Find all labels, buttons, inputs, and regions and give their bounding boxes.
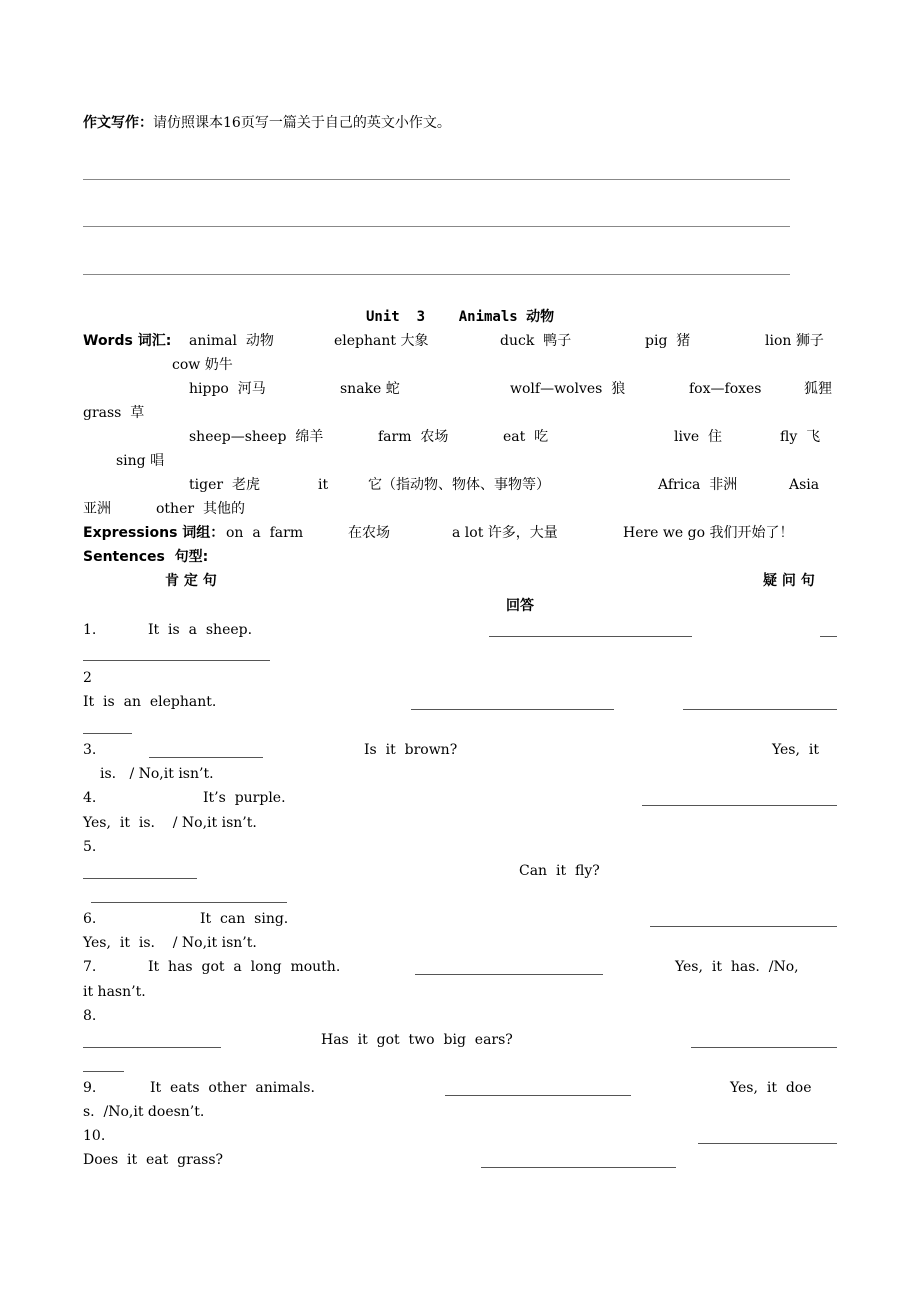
composition-text: 请仿照课本16页写一篇关于自己的英文小作文。 <box>153 115 451 131</box>
answer-text: is. / No,it isn’t. <box>100 766 214 782</box>
affirmative-sentence: It’s purple. <box>203 790 286 806</box>
unit-title: Unit 3 Animals 动物 <box>366 309 555 325</box>
answer-text: Yes, it doe <box>730 1080 812 1096</box>
affirmative-sentence: It eats other animals. <box>150 1080 315 1096</box>
writing-line[interactable] <box>83 179 790 180</box>
word: animal 动物 <box>189 333 274 349</box>
affirmative-blank[interactable] <box>698 1143 837 1144</box>
affirmative-sentence: It is a sheep. <box>148 622 253 638</box>
expression: a lot 许多，大量 <box>452 525 558 541</box>
writing-line[interactable] <box>83 274 790 275</box>
item-number: 9. <box>83 1080 97 1096</box>
word: pig 猪 <box>645 333 691 349</box>
expressions-label: Expressions 词组： <box>83 525 225 541</box>
item-number: 2 <box>83 670 92 686</box>
word: lion 狮子 <box>765 333 824 349</box>
word: sing 唱 <box>116 453 165 469</box>
item-number: 5. <box>83 839 97 855</box>
expression: on a farm <box>226 525 304 541</box>
word: Africa 非洲 <box>658 477 738 493</box>
item-number: 10. <box>83 1128 106 1144</box>
expression: 在农场 <box>348 525 390 541</box>
word: other 其他的 <box>156 501 245 517</box>
word: elephant 大象 <box>334 333 429 349</box>
word: Asia <box>789 477 820 493</box>
word: 狐狸 <box>804 381 832 397</box>
word: live 住 <box>674 429 723 445</box>
item-number: 7. <box>83 959 97 975</box>
question-sentence: Has it got two big ears? <box>321 1032 513 1048</box>
word: eat 吃 <box>503 429 549 445</box>
answer-blank[interactable] <box>83 733 132 734</box>
word: fox—foxes <box>689 381 762 397</box>
question-blank[interactable] <box>445 1095 631 1096</box>
item-number: 3. <box>83 742 97 758</box>
column-affirmative: 肯 定 句 <box>165 573 217 589</box>
answer-text: Yes, it has. /No, <box>675 959 799 975</box>
answer-text: it hasn’t. <box>83 984 146 1000</box>
word: fly 飞 <box>780 429 821 445</box>
answer-blank[interactable] <box>481 1167 676 1168</box>
word: hippo 河马 <box>189 381 266 397</box>
word: cow 奶牛 <box>172 357 233 373</box>
words-label: Words 词汇: <box>83 333 172 349</box>
word: tiger 老虎 <box>189 477 260 493</box>
answer-text: Yes, it is. / No,it isn’t. <box>83 935 257 951</box>
answer-text: Yes, it <box>772 742 819 758</box>
affirmative-sentence: It is an elephant. <box>83 694 217 710</box>
affirmative-blank[interactable] <box>83 878 197 879</box>
word: snake 蛇 <box>340 381 400 397</box>
affirmative-blank[interactable] <box>83 1047 221 1048</box>
answer-blank[interactable] <box>83 1071 124 1072</box>
column-answer: 回答 <box>506 598 534 614</box>
affirmative-blank[interactable] <box>149 757 263 758</box>
column-question: 疑 问 句 <box>763 573 815 589</box>
question-blank[interactable] <box>411 709 614 710</box>
question-sentence: Can it fly? <box>519 863 600 879</box>
answer-blank[interactable] <box>83 660 270 661</box>
item-number: 6. <box>83 911 97 927</box>
question-blank[interactable] <box>642 805 837 806</box>
writing-line[interactable] <box>83 226 790 227</box>
item-number: 1. <box>83 622 97 638</box>
answer-blank[interactable] <box>683 709 837 710</box>
answer-blank[interactable] <box>820 636 837 637</box>
composition-label: 作文写作： <box>83 115 153 131</box>
word: farm 农场 <box>378 429 449 445</box>
word: sheep—sheep 绵羊 <box>189 429 324 445</box>
word: grass 草 <box>83 405 145 421</box>
expression: Here we go 我们开始了！ <box>623 525 794 541</box>
question-sentence: Is it brown? <box>364 742 458 758</box>
question-blank[interactable] <box>650 926 837 927</box>
answer-blank[interactable] <box>691 1047 837 1048</box>
question-blank[interactable] <box>415 974 603 975</box>
answer-text: Yes, it is. / No,it isn’t. <box>83 815 257 831</box>
question-blank[interactable] <box>489 636 692 637</box>
affirmative-sentence: It can sing. <box>200 911 289 927</box>
word: duck 鸭子 <box>500 333 572 349</box>
question-sentence: Does it eat grass? <box>83 1152 224 1168</box>
item-number: 4. <box>83 790 97 806</box>
word: wolf—wolves 狼 <box>510 381 626 397</box>
item-number: 8. <box>83 1008 97 1024</box>
answer-blank[interactable] <box>91 902 287 903</box>
answer-text: s. /No,it doesn’t. <box>83 1104 205 1120</box>
word: 它（指动物、物体、事物等） <box>368 477 550 493</box>
word: 亚洲 <box>83 501 111 517</box>
sentences-label: Sentences 句型: <box>83 549 209 565</box>
word: it <box>318 477 329 493</box>
affirmative-sentence: It has got a long mouth. <box>148 959 341 975</box>
composition-instruction <box>83 114 451 132</box>
